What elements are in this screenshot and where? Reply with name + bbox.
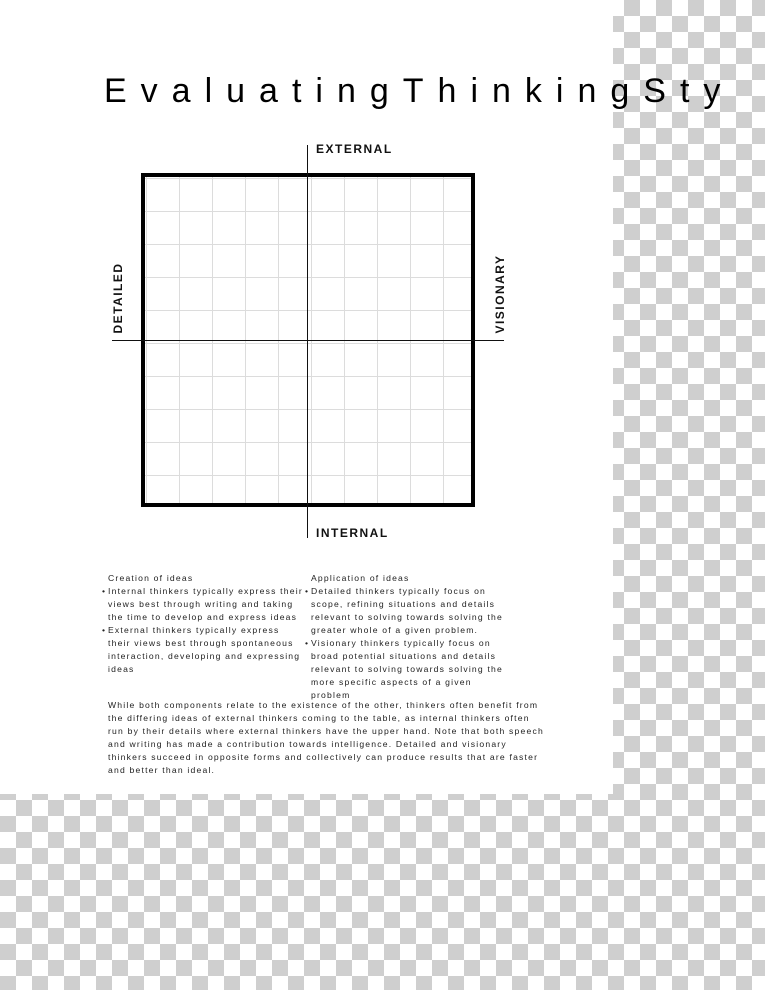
- list-item: • External thinkers typically express their views best through spontaneous interaction, developing and expressing ideas: [103, 624, 303, 676]
- creation-of-ideas-column: [103, 572, 303, 676]
- list-item: • Detailed thinkers typically focus on scope, refining situations and details relevant to solving towards solving the greater whole of a given problem.: [306, 585, 506, 637]
- column-heading: Creation of ideas: [108, 573, 194, 583]
- vertical-axis-line: [307, 145, 308, 538]
- summary-paragraph: While both components relate to the existence of the other, thinkers often benefit from the differing ideas of external thinkers coming to the table, as internal thinkers often run by their details where external thinkers have the upper hand. Note that both speech and writing has made a contribution towards intelligence. Detailed and visionary thinkers succeed in opposite forms and collectively can produce results that are faster and better than ideal.: [108, 700, 544, 775]
- bullet-list: [306, 585, 506, 702]
- column-heading: Application of ideas: [311, 573, 410, 583]
- axis-label-detailed: DETAILED: [111, 262, 125, 334]
- list-item: • Visionary thinkers typically focus on broad potential situations and details relevant to solving towards solving the more specific aspects of a given problem: [306, 637, 506, 702]
- application-of-ideas-column: [306, 572, 506, 702]
- page-title: EvaluatingThinkingSty: [104, 72, 735, 110]
- list-item: • Internal thinkers typically express their views best through writing and taking the time to develop and express ideas: [103, 585, 303, 624]
- axis-label-visionary: VISIONARY: [493, 254, 507, 334]
- horizontal-axis-line: [112, 340, 504, 341]
- bullet-list: [103, 585, 303, 676]
- axis-label-external: EXTERNAL: [316, 142, 393, 156]
- axis-label-internal: INTERNAL: [316, 526, 389, 540]
